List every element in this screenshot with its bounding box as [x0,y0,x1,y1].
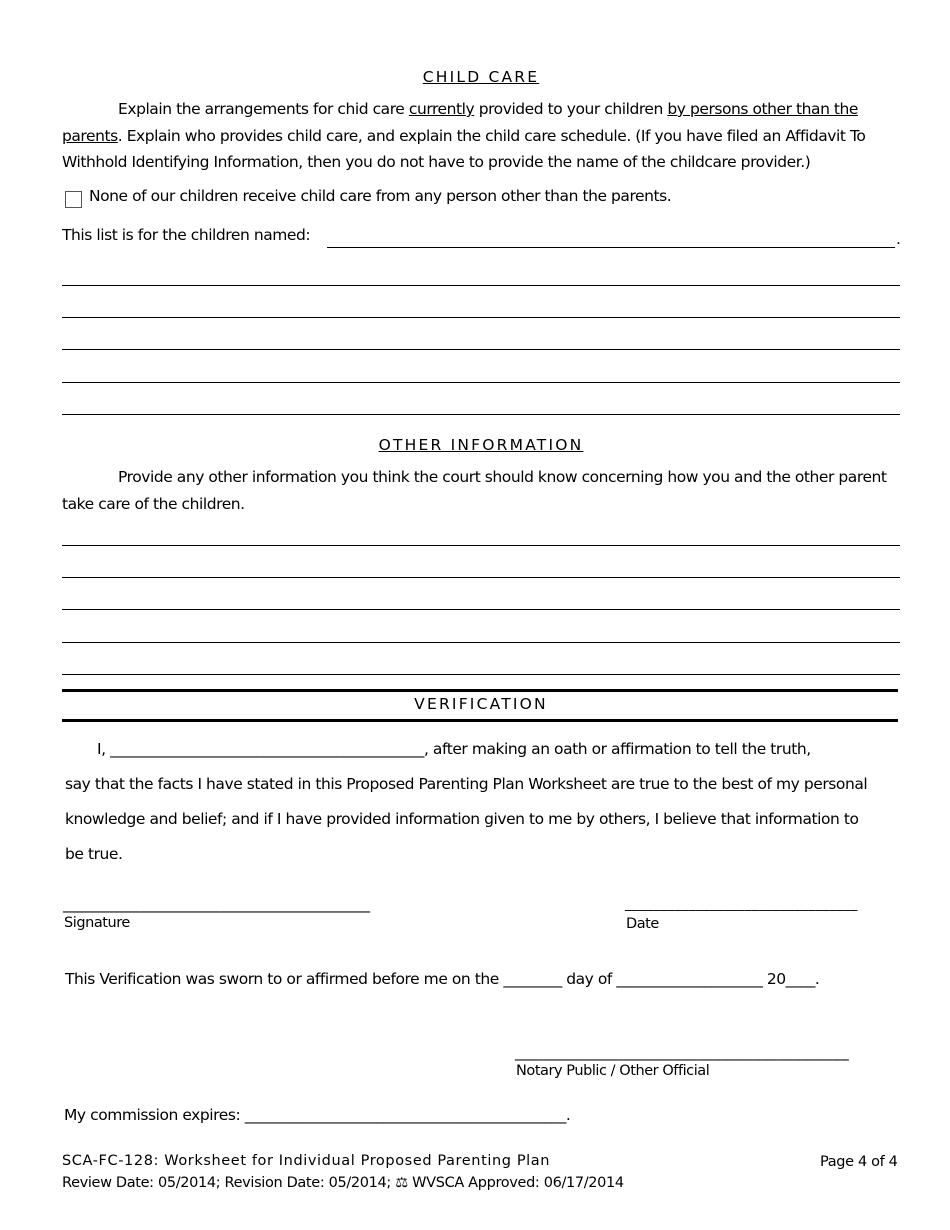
signature-label: Signature [64,915,130,931]
date-field[interactable]: _________________________________ [625,896,858,912]
no-child-care-label: None of our children receive child care from any person other than the parents. [89,187,672,205]
form-id: SCA-FC-128: Worksheet for Individual Proposed Parenting Plan [62,1153,551,1169]
verification-line-1: I, ___________________________________________, after making an oath or affirmation to tell the truth, [97,740,811,758]
verification-heading: VERIFICATION [414,695,548,713]
other-information-answer-line[interactable] [62,609,900,610]
no-child-care-checkbox[interactable] [65,191,82,208]
review-dates [62,1175,624,1191]
other-information-instructions: Provide any other information you think the court should know concerning how you and the other parent take care of the children. [62,468,887,513]
child-care-answer-line[interactable] [62,382,900,383]
other-information-answer-line[interactable] [62,674,900,675]
verification-bottom-border [62,719,898,722]
other-information-heading: OTHER INFORMATION [378,436,584,454]
verification-line-3: knowledge and belief; and if I have provided information given to me by others, I believe that information to [65,810,859,828]
instructions-by-persons: by persons other than the parents [62,100,859,145]
instructions-currently: currently [408,100,475,118]
sworn-line: This Verification was sworn to or affirmed before me on the ________ day of ____________________ 20____. [65,970,820,988]
verification-line-4: be true. [65,845,123,863]
child-care-heading: CHILD CARE [422,68,540,86]
child-care-answer-line[interactable] [62,285,900,286]
approved-text: WVSCA Approved: 06/17/2014 [412,1175,624,1191]
other-information-answer-line[interactable] [62,545,900,546]
page-number: Page 4 of 4 [820,1154,898,1170]
notary-signature-field[interactable]: __________________________________________ [515,1043,849,1061]
children-named-field[interactable] [327,247,895,248]
commission-expires-line: My commission expires: ____________________________________________. [64,1106,571,1124]
children-named-period: . [896,230,901,248]
child-care-instructions [62,96,902,176]
review-text: Review Date: 05/2014; Revision Date: 05/2014; [62,1175,391,1191]
verification-top-border [62,689,898,692]
instructions-text-2: provided to your children [474,100,668,118]
child-care-answer-line[interactable] [62,349,900,350]
other-information-answer-line[interactable] [62,577,900,578]
date-label: Date [626,916,659,932]
other-information-answer-line[interactable] [62,642,900,643]
verification-line-2: say that the facts I have stated in this Proposed Parenting Plan Worksheet are true to the best of my personal [65,775,868,793]
children-named-label: This list is for the children named: [62,226,311,244]
notary-label: Notary Public / Other Official [516,1063,710,1079]
signature-field[interactable]: __________________________________________ [63,895,370,913]
child-care-answer-line[interactable] [62,317,900,318]
scales-of-justice-icon: ⚖ [395,1175,408,1191]
child-care-answer-line[interactable] [62,414,900,415]
instructions-text-3: . Explain who provides child care, and explain the child care schedule. (If you have filed an Affidavit To Withhold Identifying Information, then you do not have to provide the name of the childcare provider.) [62,126,866,171]
instructions-text-1: Explain the arrangements for chid care [118,100,409,118]
